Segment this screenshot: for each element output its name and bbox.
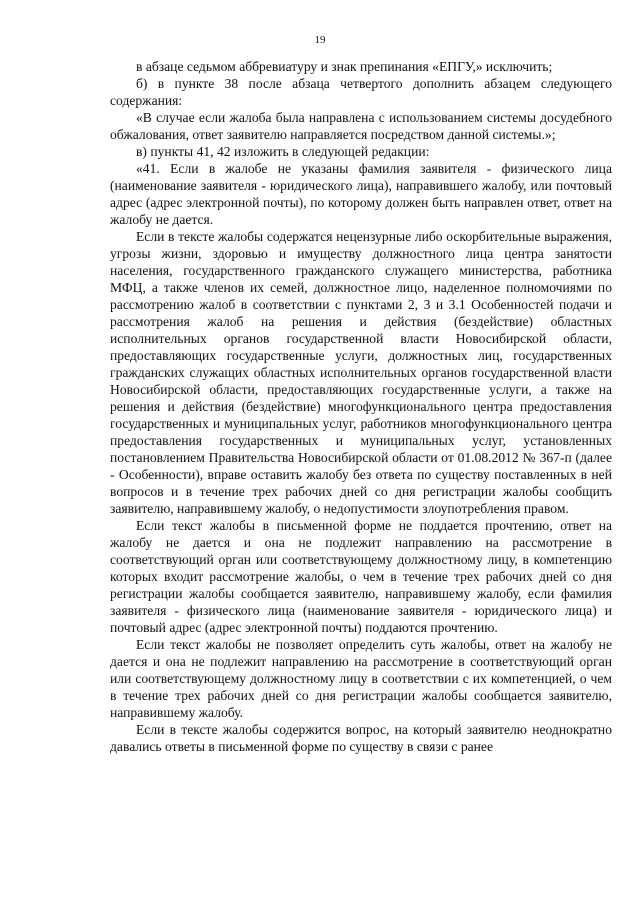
paragraph-abbreviation-removal: в абзаце седьмом аббревиатуру и знак препинания «ЕПГУ,» исключить; bbox=[136, 59, 553, 74]
paragraph-pre-trial-system: «В случае если жалоба была направлена с использованием системы досудебного обжалования, ответ заявителю направляется посредством данной системы.»; bbox=[110, 110, 612, 142]
paragraph-item-c: в) пункты 41, 42 изложить в следующей редакции: bbox=[136, 144, 430, 159]
paragraph-offensive-content: Если в тексте жалобы содержатся нецензурные либо оскорбительные выражения, угрозы жизни, здоровью и имуществу должностного лица центра занятости населения, государственного гражданского служащего министерства, работника МФЦ, а также членов их семей, должностное лицо, наделенное полномочиями по рассмотрению жалоб в соответствии с пунктами 2, 3 и 3.1 Особенностей подачи и рассмотрения жалоб на решения и действия (бездействие) областных исполнительных органов государственной власти Новосибирской области, предоставляющих государственные услуги, должностных лиц, государственных гражданских служащих областных исполнительных органов государственной власти Новосибирской области, предоставляющих государственные услуги, а также на решения и действия (бездействие) многофункционального центра предоставления государственных и муниципальных услуг, работников многофункционального центра предоставления государственных и муниципальных услуг, установленных постановлением Правительства Новосибирской области от 01.08.2012 № 367-п (далее - Особенности), вправе оставить жалобу без ответа по существу поставленных в ней вопросов и в течение трех рабочих дней со дня регистрации жалобы сообщить заявителю, направившему жалобу, о недопустимости злоупотребления правом. bbox=[110, 229, 612, 516]
paragraph-illegible-text: Если текст жалобы в письменной форме не поддается прочтению, ответ на жалобу не дается и она не подлежит направлению на рассмотрение в соответствующий орган или соответствующему должностному лицу, в компетенцию которых входит рассмотрение жалобы, о чем в течение трех рабочих дней со дня регистрации жалобы сообщается заявителю, направившему жалобу, если фамилия заявителя - физического лица (наименование заявителя - юридического лица) и почтовый адрес (адрес электронной почты) поддаются прочтению. bbox=[110, 518, 612, 635]
page-number: 19 bbox=[314, 34, 326, 46]
paragraph-repeated-question: Если в тексте жалобы содержится вопрос, на который заявителю неоднократно давались ответы в письменной форме по существу в связи с ранее bbox=[110, 722, 612, 754]
paragraph-clause-41: «41. Если в жалобе не указаны фамилия заявителя - физического лица (наименование заявителя - юридического лица), направившего жалобу, или почтовый адрес (адрес электронной почты), по которому должен быть направлен ответ, ответ на жалобу не дается. bbox=[110, 161, 612, 227]
paragraph-item-b: б) в пункте 38 после абзаца четвертого дополнить абзацем следующего содержания: bbox=[110, 76, 612, 108]
document-body bbox=[110, 58, 612, 755]
paragraph-undefined-essence: Если текст жалобы не позволяет определить суть жалобы, ответ на жалобу не дается и она не подлежит направлению на рассмотрение в соответствующий орган или соответствующему должностному лицу в соответствии с их компетенцией, о чем в течение трех рабочих дней со дня регистрации жалобы сообщается заявителю, направившему жалобу. bbox=[110, 637, 612, 720]
